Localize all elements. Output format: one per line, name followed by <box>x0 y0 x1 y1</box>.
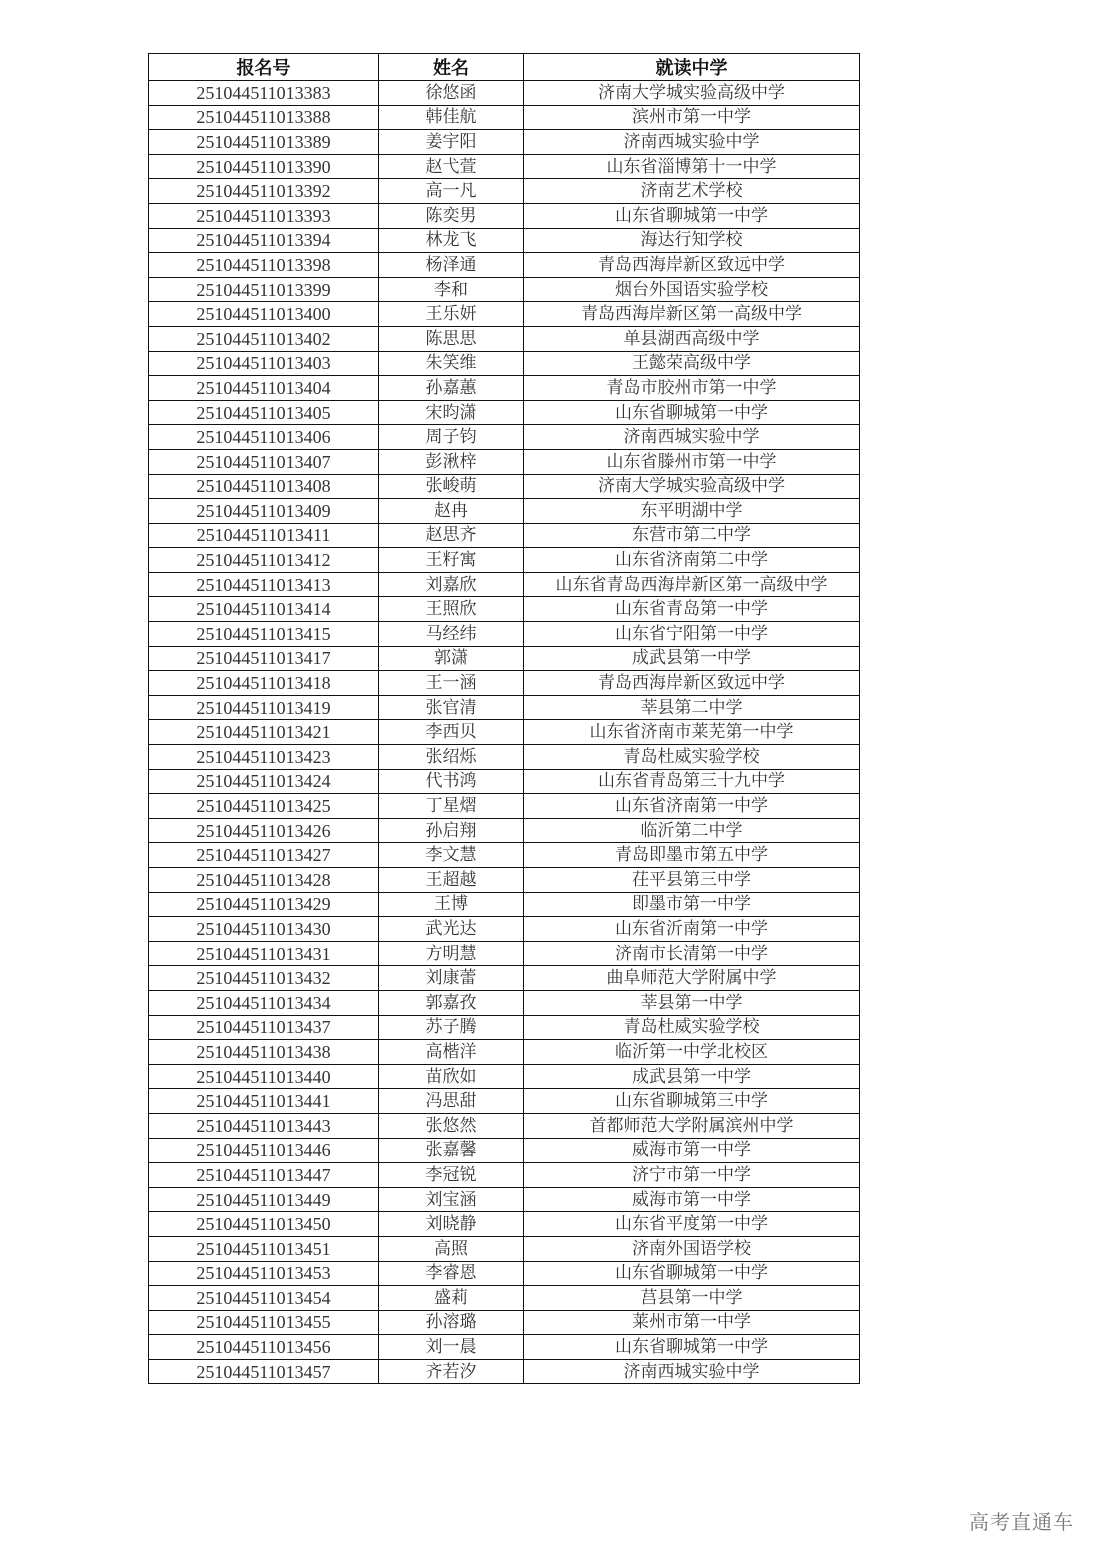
student-name-cell: 张嘉馨 <box>379 1138 524 1163</box>
registration-number-cell: 251044511013400 <box>149 302 379 327</box>
student-name-cell: 杨泽通 <box>379 253 524 278</box>
registration-number-cell: 251044511013424 <box>149 769 379 794</box>
student-name-cell: 王一涵 <box>379 671 524 696</box>
registration-number-cell: 251044511013427 <box>149 843 379 868</box>
registration-number-cell: 251044511013453 <box>149 1261 379 1286</box>
school-cell: 济南西城实验中学 <box>524 425 860 450</box>
school-cell: 山东省青岛第三十九中学 <box>524 769 860 794</box>
school-cell: 莱州市第一中学 <box>524 1310 860 1335</box>
school-cell: 茌平县第三中学 <box>524 868 860 893</box>
student-name-cell: 彭湫梓 <box>379 449 524 474</box>
student-name-cell: 刘一晨 <box>379 1335 524 1360</box>
student-name-cell: 赵冉 <box>379 499 524 524</box>
student-name-cell: 张悠然 <box>379 1113 524 1138</box>
student-name-cell: 刘康蕾 <box>379 966 524 991</box>
table-row <box>149 646 860 671</box>
watermark-text: 高考直通车 <box>969 1510 1074 1534</box>
table-row <box>149 474 860 499</box>
table-row <box>149 81 860 106</box>
registration-number-cell: 251044511013425 <box>149 794 379 819</box>
table-row <box>149 720 860 745</box>
student-name-cell: 姜宇阳 <box>379 130 524 155</box>
registration-number-cell: 251044511013412 <box>149 548 379 573</box>
school-cell: 莒县第一中学 <box>524 1286 860 1311</box>
registration-number-cell: 251044511013402 <box>149 326 379 351</box>
student-name-cell: 王照欣 <box>379 597 524 622</box>
table-row <box>149 1236 860 1261</box>
registration-number-cell: 251044511013446 <box>149 1138 379 1163</box>
registration-number-cell: 251044511013398 <box>149 253 379 278</box>
student-name-cell: 齐若汐 <box>379 1359 524 1384</box>
school-cell: 青岛西海岸新区致远中学 <box>524 671 860 696</box>
school-cell: 山东省聊城第一中学 <box>524 1335 860 1360</box>
table-row <box>149 228 860 253</box>
registration-number-cell: 251044511013419 <box>149 695 379 720</box>
registration-number-cell: 251044511013411 <box>149 523 379 548</box>
table-row <box>149 277 860 302</box>
table-row <box>149 745 860 770</box>
school-cell: 临沂第一中学北校区 <box>524 1040 860 1065</box>
school-cell: 山东省宁阳第一中学 <box>524 622 860 647</box>
school-cell: 山东省聊城第三中学 <box>524 1089 860 1114</box>
registration-number-cell: 251044511013413 <box>149 572 379 597</box>
registration-table-container <box>148 53 859 1384</box>
student-name-cell: 高一凡 <box>379 179 524 204</box>
student-name-cell: 徐悠函 <box>379 81 524 106</box>
school-cell: 单县湖西高级中学 <box>524 326 860 351</box>
registration-number-cell: 251044511013449 <box>149 1187 379 1212</box>
table-row <box>149 499 860 524</box>
registration-number-cell: 251044511013407 <box>149 449 379 474</box>
table-row <box>149 425 860 450</box>
table-row <box>149 326 860 351</box>
school-cell: 成武县第一中学 <box>524 646 860 671</box>
table-row <box>149 671 860 696</box>
student-name-cell: 代书鸿 <box>379 769 524 794</box>
school-cell: 山东省济南第二中学 <box>524 548 860 573</box>
school-cell: 海达行知学校 <box>524 228 860 253</box>
student-name-cell: 王超越 <box>379 868 524 893</box>
table-row <box>149 203 860 228</box>
student-name-cell: 马经纬 <box>379 622 524 647</box>
school-cell: 济南市长清第一中学 <box>524 941 860 966</box>
registration-number-cell: 251044511013450 <box>149 1212 379 1237</box>
student-name-cell: 方明慧 <box>379 941 524 966</box>
table-row <box>149 941 860 966</box>
school-cell: 临沂第二中学 <box>524 818 860 843</box>
school-cell: 青岛杜威实验学校 <box>524 1015 860 1040</box>
student-name-cell: 宋昀潇 <box>379 400 524 425</box>
registration-number-cell: 251044511013405 <box>149 400 379 425</box>
header-school: 就读中学 <box>524 54 860 81</box>
table-row <box>149 1089 860 1114</box>
student-name-cell: 丁星熠 <box>379 794 524 819</box>
table-row <box>149 769 860 794</box>
table-row <box>149 843 860 868</box>
school-cell: 山东省滕州市第一中学 <box>524 449 860 474</box>
registration-number-cell: 251044511013431 <box>149 941 379 966</box>
school-cell: 威海市第一中学 <box>524 1138 860 1163</box>
registration-number-cell: 251044511013392 <box>149 179 379 204</box>
registration-number-cell: 251044511013404 <box>149 376 379 401</box>
school-cell: 山东省聊城第一中学 <box>524 400 860 425</box>
table-row <box>149 523 860 548</box>
table-row <box>149 868 860 893</box>
registration-number-cell: 251044511013423 <box>149 745 379 770</box>
school-cell: 济南西城实验中学 <box>524 1359 860 1384</box>
registration-number-cell: 251044511013440 <box>149 1064 379 1089</box>
registration-number-cell: 251044511013457 <box>149 1359 379 1384</box>
registration-number-cell: 251044511013399 <box>149 277 379 302</box>
student-name-cell: 李冠锐 <box>379 1163 524 1188</box>
school-cell: 成武县第一中学 <box>524 1064 860 1089</box>
table-row <box>149 917 860 942</box>
registration-number-cell: 251044511013421 <box>149 720 379 745</box>
table-row <box>149 597 860 622</box>
student-name-cell: 张官清 <box>379 695 524 720</box>
registration-number-cell: 251044511013383 <box>149 81 379 106</box>
table-row <box>149 1335 860 1360</box>
school-cell: 青岛西海岸新区第一高级中学 <box>524 302 860 327</box>
school-cell: 曲阜师范大学附属中学 <box>524 966 860 991</box>
student-name-cell: 李和 <box>379 277 524 302</box>
student-name-cell: 苏子腾 <box>379 1015 524 1040</box>
school-cell: 济宁市第一中学 <box>524 1163 860 1188</box>
registration-number-cell: 251044511013438 <box>149 1040 379 1065</box>
table-row <box>149 695 860 720</box>
school-cell: 济南外国语学校 <box>524 1236 860 1261</box>
student-name-cell: 陈奕男 <box>379 203 524 228</box>
school-cell: 山东省聊城第一中学 <box>524 1261 860 1286</box>
school-cell: 济南艺术学校 <box>524 179 860 204</box>
table-row <box>149 818 860 843</box>
table-row <box>149 892 860 917</box>
school-cell: 滨州市第一中学 <box>524 105 860 130</box>
registration-number-cell: 251044511013393 <box>149 203 379 228</box>
registration-number-cell: 251044511013455 <box>149 1310 379 1335</box>
school-cell: 山东省淄博第十一中学 <box>524 154 860 179</box>
registration-number-cell: 251044511013429 <box>149 892 379 917</box>
table-row <box>149 1015 860 1040</box>
school-cell: 济南西城实验中学 <box>524 130 860 155</box>
student-name-cell: 王博 <box>379 892 524 917</box>
table-row <box>149 1286 860 1311</box>
registration-number-cell: 251044511013389 <box>149 130 379 155</box>
table-row <box>149 1359 860 1384</box>
school-cell: 山东省聊城第一中学 <box>524 203 860 228</box>
registration-number-cell: 251044511013414 <box>149 597 379 622</box>
school-cell: 东营市第二中学 <box>524 523 860 548</box>
table-row <box>149 548 860 573</box>
registration-number-cell: 251044511013415 <box>149 622 379 647</box>
registration-number-cell: 251044511013456 <box>149 1335 379 1360</box>
table-row <box>149 351 860 376</box>
registration-number-cell: 251044511013408 <box>149 474 379 499</box>
table-body <box>149 81 860 1384</box>
student-name-cell: 冯思甜 <box>379 1089 524 1114</box>
table-row <box>149 1212 860 1237</box>
student-name-cell: 盛莉 <box>379 1286 524 1311</box>
table-row <box>149 302 860 327</box>
registration-number-cell: 251044511013430 <box>149 917 379 942</box>
registration-number-cell: 251044511013437 <box>149 1015 379 1040</box>
student-name-cell: 高楷洋 <box>379 1040 524 1065</box>
table-row <box>149 1163 860 1188</box>
registration-number-cell: 251044511013432 <box>149 966 379 991</box>
school-cell: 山东省济南第一中学 <box>524 794 860 819</box>
table-row <box>149 990 860 1015</box>
student-name-cell: 孙溶璐 <box>379 1310 524 1335</box>
table-header-row <box>149 54 860 81</box>
student-name-cell: 李文慧 <box>379 843 524 868</box>
header-name: 姓名 <box>379 54 524 81</box>
school-cell: 济南大学城实验高级中学 <box>524 81 860 106</box>
school-cell: 威海市第一中学 <box>524 1187 860 1212</box>
table-row <box>149 1113 860 1138</box>
school-cell: 青岛市胶州市第一中学 <box>524 376 860 401</box>
school-cell: 莘县第一中学 <box>524 990 860 1015</box>
registration-number-cell: 251044511013447 <box>149 1163 379 1188</box>
student-name-cell: 赵思齐 <box>379 523 524 548</box>
student-name-cell: 李睿恩 <box>379 1261 524 1286</box>
registration-number-cell: 251044511013394 <box>149 228 379 253</box>
school-cell: 莘县第二中学 <box>524 695 860 720</box>
registration-number-cell: 251044511013390 <box>149 154 379 179</box>
school-cell: 山东省青岛西海岸新区第一高级中学 <box>524 572 860 597</box>
student-name-cell: 王乐妍 <box>379 302 524 327</box>
table-row <box>149 1064 860 1089</box>
table-row <box>149 154 860 179</box>
student-name-cell: 武光达 <box>379 917 524 942</box>
table-row <box>149 179 860 204</box>
header-registration-number: 报名号 <box>149 54 379 81</box>
school-cell: 青岛西海岸新区致远中学 <box>524 253 860 278</box>
student-name-cell: 林龙飞 <box>379 228 524 253</box>
registration-number-cell: 251044511013418 <box>149 671 379 696</box>
table-row <box>149 794 860 819</box>
school-cell: 烟台外国语实验学校 <box>524 277 860 302</box>
student-name-cell: 韩佳航 <box>379 105 524 130</box>
registration-number-cell: 251044511013454 <box>149 1286 379 1311</box>
table-row <box>149 622 860 647</box>
student-name-cell: 李西贝 <box>379 720 524 745</box>
school-cell: 山东省青岛第一中学 <box>524 597 860 622</box>
student-name-cell: 刘宝涵 <box>379 1187 524 1212</box>
school-cell: 山东省沂南第一中学 <box>524 917 860 942</box>
student-name-cell: 孙嘉蕙 <box>379 376 524 401</box>
registration-number-cell: 251044511013441 <box>149 1089 379 1114</box>
student-name-cell: 苗欣如 <box>379 1064 524 1089</box>
registration-number-cell: 251044511013388 <box>149 105 379 130</box>
school-cell: 即墨市第一中学 <box>524 892 860 917</box>
registration-number-cell: 251044511013428 <box>149 868 379 893</box>
table-row <box>149 400 860 425</box>
table-row <box>149 1138 860 1163</box>
table-row <box>149 1310 860 1335</box>
school-cell: 青岛即墨市第五中学 <box>524 843 860 868</box>
registration-number-cell: 251044511013406 <box>149 425 379 450</box>
school-cell: 济南大学城实验高级中学 <box>524 474 860 499</box>
table-row <box>149 105 860 130</box>
table-row <box>149 572 860 597</box>
student-name-cell: 郭潇 <box>379 646 524 671</box>
student-name-cell: 陈思思 <box>379 326 524 351</box>
table-row <box>149 1187 860 1212</box>
school-cell: 首都师范大学附属滨州中学 <box>524 1113 860 1138</box>
student-name-cell: 王籽寓 <box>379 548 524 573</box>
student-name-cell: 刘晓静 <box>379 1212 524 1237</box>
registration-number-cell: 251044511013409 <box>149 499 379 524</box>
student-name-cell: 张峻萌 <box>379 474 524 499</box>
registration-number-cell: 251044511013443 <box>149 1113 379 1138</box>
table-row <box>149 130 860 155</box>
registration-number-cell: 251044511013434 <box>149 990 379 1015</box>
table-row <box>149 449 860 474</box>
student-name-cell: 刘嘉欣 <box>379 572 524 597</box>
student-name-cell: 周子钧 <box>379 425 524 450</box>
student-name-cell: 郭嘉孜 <box>379 990 524 1015</box>
student-name-cell: 赵弋萱 <box>379 154 524 179</box>
table-row <box>149 376 860 401</box>
registration-table <box>148 53 860 1384</box>
registration-number-cell: 251044511013417 <box>149 646 379 671</box>
student-name-cell: 朱笑维 <box>379 351 524 376</box>
student-name-cell: 孙启翔 <box>379 818 524 843</box>
school-cell: 青岛杜威实验学校 <box>524 745 860 770</box>
registration-number-cell: 251044511013451 <box>149 1236 379 1261</box>
table-row <box>149 1261 860 1286</box>
registration-number-cell: 251044511013403 <box>149 351 379 376</box>
school-cell: 山东省平度第一中学 <box>524 1212 860 1237</box>
school-cell: 东平明湖中学 <box>524 499 860 524</box>
student-name-cell: 高照 <box>379 1236 524 1261</box>
table-row <box>149 1040 860 1065</box>
table-row <box>149 253 860 278</box>
school-cell: 王懿荣高级中学 <box>524 351 860 376</box>
registration-number-cell: 251044511013426 <box>149 818 379 843</box>
student-name-cell: 张绍烁 <box>379 745 524 770</box>
table-row <box>149 966 860 991</box>
school-cell: 山东省济南市莱芜第一中学 <box>524 720 860 745</box>
